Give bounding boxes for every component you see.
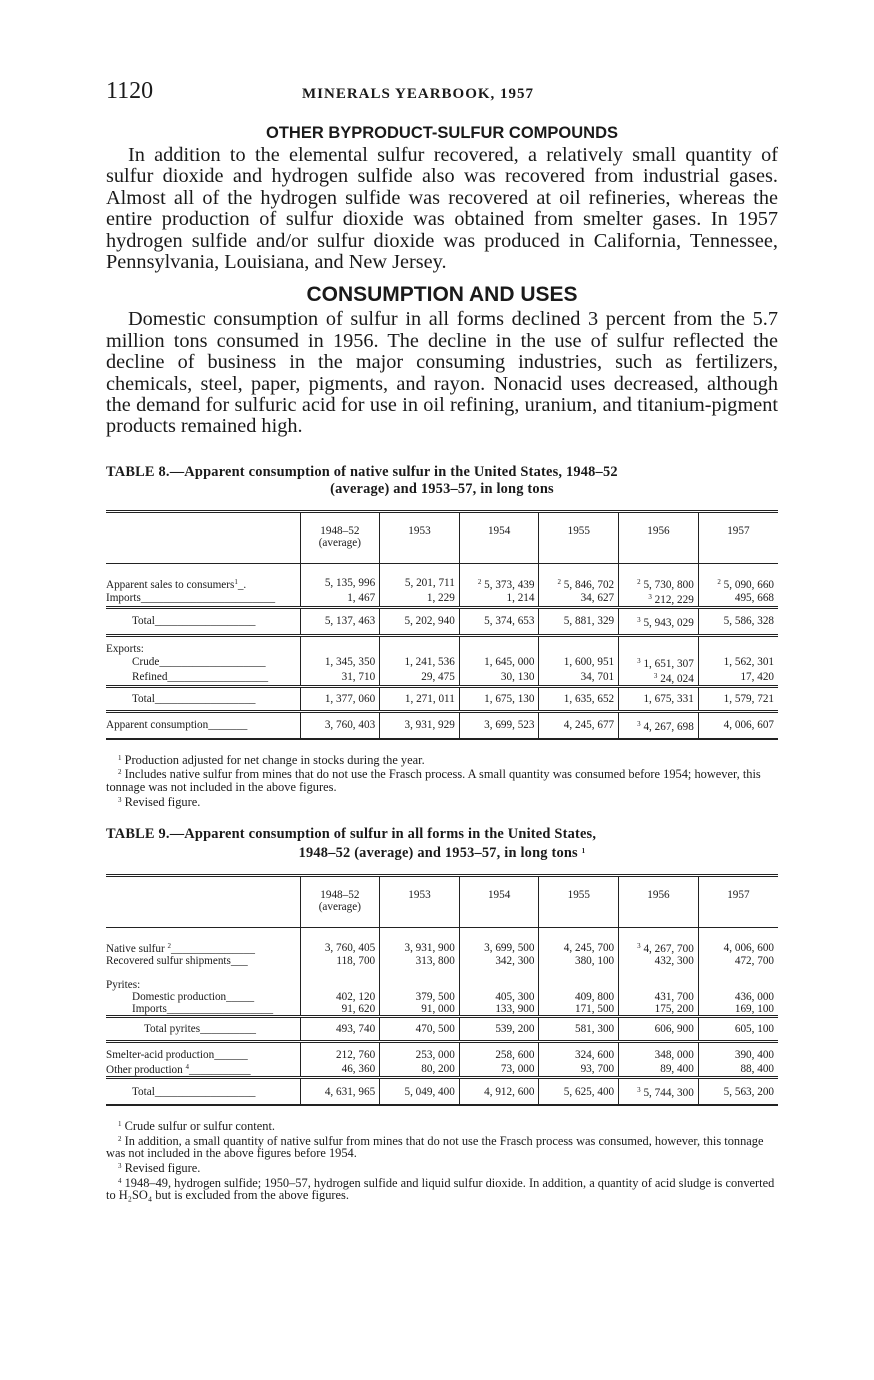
footnote: $^2$ In addition, a small quantity of native sulfur from mines that do not use the Frasch process was consumed, however, this tonnage was not included in the above figures before 1954. [106, 1133, 764, 1161]
table-row: Smelter-acid production______ 212, 760 253, 000 258, 600 324, 600 348, 000 390, 400 [106, 1042, 778, 1062]
footnote: $^4$ 1948–49, hydrogen sulfide; 1950–57, hydrogen sulfide and liquid sulfur dioxide. In addition, a quantity of acid sludge is converted to H₂SO₄ but is excluded from the above figures. [106, 1175, 775, 1203]
row-label: Recovered sulfur shipments [106, 955, 231, 968]
footnote: $^2$ Includes native sulfur from mines that do not use the Frasch process. A small quantity was consumed before 1954; however, this tonnage was not included in the above figures. [106, 767, 761, 795]
row-label: Apparent sales to consumers [106, 578, 235, 591]
row-label: Total [132, 1085, 155, 1098]
table9-caption: TABLE 9.—Apparent consumption of sulfur in all forms in the United States, 1948–52 (average) and 1953–57, in long tons $^1$ [106, 826, 597, 862]
row-label: Total pyrites [144, 1023, 201, 1036]
row-label: Domestic production [132, 991, 227, 1004]
row-label: Total [132, 692, 155, 705]
table-row: Refined__________________ 31, 710 29, 475 30, 130 34, 701 $^3$ 24, 024 17, 420 [106, 670, 778, 687]
footnote: $^1$ Crude sulfur or sulfur content. [118, 1119, 275, 1134]
table-row: Domestic production_____ 402, 120 379, 500 405, 300 409, 800 431, 700 436, 000 [106, 991, 778, 1003]
page-header [106, 76, 778, 110]
table8-caption-line1: TABLE 8.—Apparent consumption of native sulfur in the United States, 1948–52 [106, 463, 618, 480]
row-label: Exports: [106, 635, 300, 655]
table8-caption [106, 464, 778, 498]
row-label: Crude [132, 656, 160, 669]
table9-caption-line2: 1948–52 (average) and 1953–57, in long tons [298, 845, 578, 862]
table9 [106, 874, 778, 1106]
table8-col-header: 1948–52 (average) [300, 511, 380, 563]
table8 [106, 510, 778, 740]
table-row: Apparent sales to consumers$^1$_. 5, 135, 996 5, 201, 711 $^2$ 5, 373, 439 $^2$ 5, 846, 702 $^2$ 5, 730, 800 $^2$ 5, 090, 660 [106, 576, 778, 591]
section-heading-consumption: CONSUMPTION AND USES [306, 283, 578, 307]
table-row: Total__________________ 5, 137, 463 5, 202, 940 5, 374, 653 5, 881, 329 $^3$ 5, 943, 029 5, 586, 328 [106, 607, 778, 635]
table-row [106, 635, 778, 655]
page-number: 1120 [106, 78, 154, 104]
table9-footnotes [106, 1118, 778, 1202]
table8-col-header: 1953 [380, 511, 460, 563]
table-row [106, 979, 778, 991]
table-row: Imports________________________ 1, 467 1, 229 1, 214 34, 627 $^3$ 212, 229 495, 668 [106, 591, 778, 608]
section-heading-byproduct: OTHER BYPRODUCT-SULFUR COMPOUNDS [265, 124, 618, 142]
table9-col-header: 1955 [539, 876, 619, 928]
table8-col-header: 1957 [698, 511, 778, 563]
row-label: Imports [132, 1003, 167, 1016]
table8-col-header: 1955 [539, 511, 619, 563]
footnote: $^3$ Revised figure. [118, 1161, 201, 1176]
paragraph-byproduct: In addition to the elemental sulfur recovered, a relatively small quantity of sulfur dioxide and hydrogen sulfide also was recovered from industrial gases. Almost all of the hydrogen sulfide was recovered at oil refineries, whereas the entire production of sulfur dioxide was obtained from smelter gases. In 1957 hydrogen sulfide and/or sulfur dioxide was produced in California, Tennessee, Pennsylvania, Louisiana, and New Jersey. [106, 144, 778, 274]
table-row: Total__________________ 1, 377, 060 1, 271, 011 1, 675, 130 1, 635, 652 1, 675, 331 1, 579, 721 [106, 686, 778, 711]
table9-col-header: 1957 [698, 876, 778, 928]
row-label: Total [132, 615, 155, 628]
row-label: Pyrites: [106, 979, 141, 992]
row-label: Refined [132, 671, 168, 684]
table9-col-header: 1954 [459, 876, 539, 928]
row-label: Apparent consumption [106, 719, 209, 732]
table8-header-row [106, 511, 778, 563]
footnote: $^1$ Production adjusted for net change in stocks during the year. [118, 752, 425, 767]
paragraph-consumption: Domestic consumption of sulfur in all forms declined 3 percent from the 5.7 million tons consumed in 1956. The decline in the use of sulfur reflected the decline of business in the major consuming industries, such as fertilizers, chemicals, steel, paper, pigments, and rayon. Nonacid uses decreased, although the demand for sulfuric acid for use in oil refining, uranium, and titanium-pigment products remained high. [106, 308, 778, 438]
footnote: $^3$ Revised figure. [118, 794, 201, 809]
table-row: Total pyrites__________ 493, 740 470, 500 539, 200 581, 300 606, 900 605, 100 [106, 1017, 778, 1042]
row-label: Smelter-acid production [106, 1049, 215, 1062]
table-row: Native sulfur $^2$_______________ 3, 760, 405 3, 931, 900 3, 699, 500 4, 245, 700 $^3$ 4, 267, 700 4, 006, 600 [106, 940, 778, 955]
table9-col-header: 1948–52 (average) [300, 876, 380, 928]
page [106, 76, 778, 1202]
table8-footnotes [106, 752, 778, 808]
table-row: Imports___________________ 91, 620 91, 000 133, 900 171, 500 175, 200 169, 100 [106, 1003, 778, 1017]
table8-caption-line2: (average) and 1953–57, in long tons [330, 480, 554, 497]
table-row: Total__________________ 4, 631, 965 5, 049, 400 4, 912, 600 5, 625, 400 $^3$ 5, 744, 300 5, 563, 200 [106, 1078, 778, 1106]
table-row: Apparent consumption_______ 3, 760, 403 3, 931, 929 3, 699, 523 4, 245, 677 $^3$ 4, 267, 698 4, 006, 607 [106, 711, 778, 739]
table-row: Recovered sulfur shipments___ 118, 700 313, 800 342, 300 380, 100 432, 300 472, 700 [106, 955, 778, 967]
row-label: Other production [106, 1064, 183, 1077]
running-title: MINERALS YEARBOOK, 1957 [302, 86, 535, 102]
table8-col-header: 1954 [459, 511, 539, 563]
table9-col-header: 1956 [619, 876, 699, 928]
row-label: Imports [106, 592, 141, 605]
table9-header-row [106, 876, 778, 928]
row-label: Native sulfur [106, 943, 165, 956]
table-row: Other production $^4$___________ 46, 360 80, 200 73, 000 93, 700 89, 400 88, 400 [106, 1061, 778, 1078]
table8-col-header: 1956 [619, 511, 699, 563]
table-row: Crude___________________ 1, 345, 350 1, 241, 536 1, 645, 000 1, 600, 951 $^3$ 1, 651, 307 1, 562, 301 [106, 655, 778, 670]
table9-caption-line1: TABLE 9.—Apparent consumption of sulfur in all forms in the United States, [106, 826, 597, 843]
table9-col-header: 1953 [380, 876, 460, 928]
